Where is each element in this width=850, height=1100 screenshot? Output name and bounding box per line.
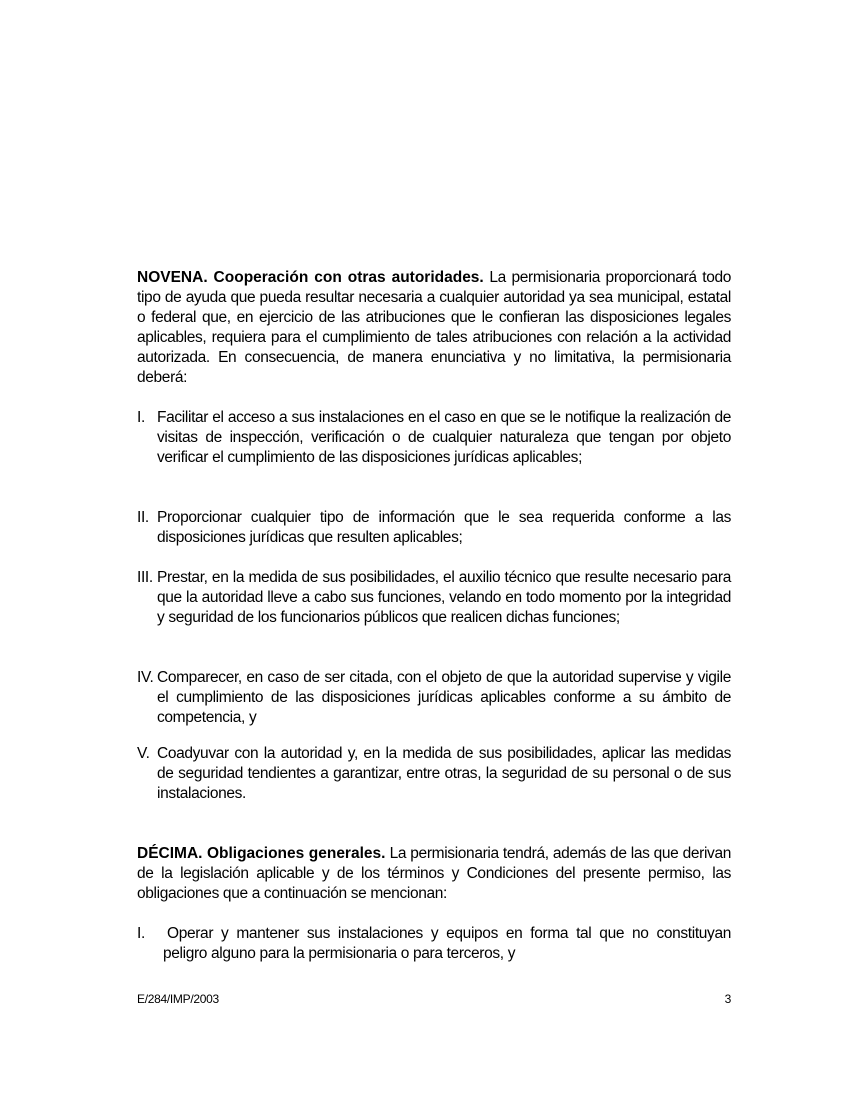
item-text: Prestar, en la medida de sus posibilidades, el auxilio técnico que resulte necesario para que la autoridad lleve a cabo sus funciones, velando en todo momento por la integridad y seguridad de los funcionarios públicos que realicen dichas funciones; <box>157 569 731 626</box>
item-label: I. <box>137 409 145 426</box>
item-label: V. <box>137 745 150 762</box>
item-label: II. <box>137 509 149 526</box>
item-label: III. <box>137 569 153 586</box>
page-number: 3 <box>724 992 731 1006</box>
list-item <box>137 668 731 728</box>
list-item <box>137 924 731 964</box>
clause-decima <box>137 844 731 904</box>
item-text: Facilitar el acceso a sus instalaciones en el caso en que se le notifique la realización de visitas de inspección, verificación o de cualquier naturaleza que tengan por objeto verificar el cumplimiento de las disposiciones jurídicas aplicables; <box>157 409 731 466</box>
item-label: I. <box>137 925 145 942</box>
clause-heading: NOVENA. Cooperación con otras autoridades. <box>137 269 484 286</box>
item-text: Operar y mantener sus instalaciones y equipos en forma tal que no constituyan peligro alguno para la permisionaria o para terceros, y <box>163 925 731 962</box>
clause-novena <box>137 268 731 388</box>
list-item <box>137 568 731 628</box>
item-label: IV. <box>137 669 154 686</box>
clause-heading: DÉCIMA. Obligaciones generales. <box>137 845 386 862</box>
clause-body: La permisionaria tendrá, además de las que derivan de la legislación aplicable y de los términos y Condiciones del presente permiso, las obligaciones que a continuación se mencionan: <box>137 845 731 902</box>
item-text: Comparecer, en caso de ser citada, con el objeto de que la autoridad supervise y vigile el cumplimiento de las disposiciones jurídicas aplicables conforme a su ámbito de competencia, y <box>157 669 731 726</box>
list-item <box>137 744 731 804</box>
list-item <box>137 408 731 468</box>
item-text: Coadyuvar con la autoridad y, en la medida de sus posibilidades, aplicar las medidas de seguridad tendientes a garantizar, entre otras, la seguridad de su personal o de sus instalaciones. <box>157 745 731 802</box>
document-reference: E/284/IMP/2003 <box>137 992 219 1006</box>
item-text: Proporcionar cualquier tipo de información que le sea requerida conforme a las disposiciones jurídicas que resulten aplicables; <box>157 509 731 546</box>
list-item <box>137 508 731 548</box>
clause-body: La permisionaria proporcionará todo tipo de ayuda que pueda resultar necesaria a cualquier autoridad ya sea municipal, estatal o federal que, en ejercicio de las atribuciones que le confieran las disposiciones legales aplicables, requiera para el cumplimiento de tales atribuciones con relación a la actividad autorizada. En consecuencia, de manera enunciativa y no limitativa, la permisionaria deberá: <box>137 269 732 386</box>
